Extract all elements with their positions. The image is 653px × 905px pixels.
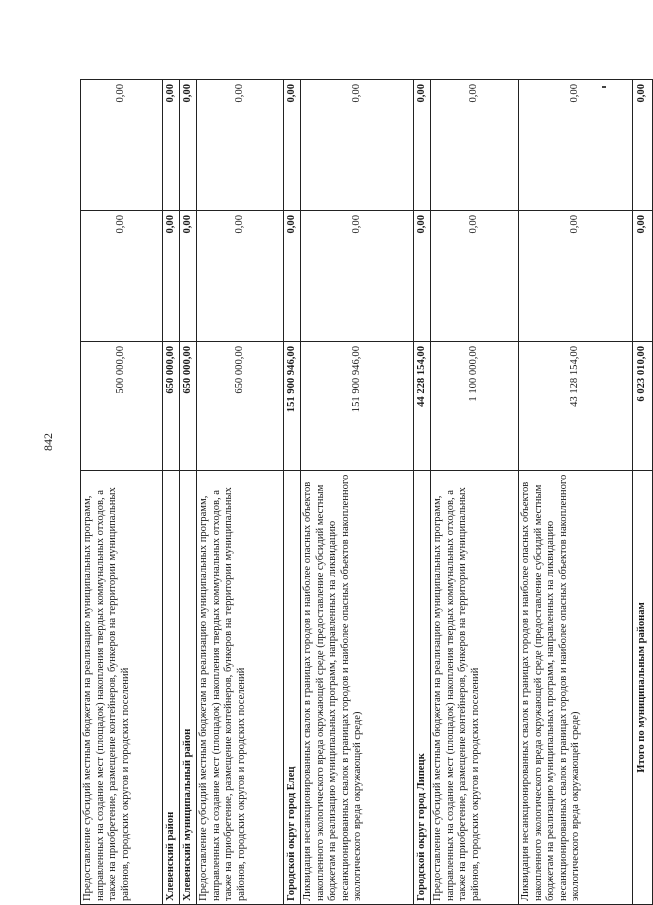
table-row (197, 80, 284, 905)
section-row (284, 80, 301, 905)
table-rotor (80, 80, 648, 905)
row-description: Предоставление субсидий местным бюджетам на реализацию муниципальных программ, направленных на создание мест (площадок) накопления твердых коммунальных отходов, а также на приобретение, размещение контейнеров, бункеров на территории муниципальных районов, городских округов и городских поселений (197, 471, 284, 905)
row-description: Хлевенский муниципальный район (180, 471, 197, 905)
row-value-3: 0,00 (431, 80, 519, 211)
row-value-3: 0,00 (163, 80, 180, 211)
row-value-1: 151 900 946,00 (301, 342, 414, 471)
row-value-2: 0,00 (519, 211, 633, 342)
row-value-1: 650 000,00 (163, 342, 180, 471)
row-value-3: 0,00 (414, 80, 431, 211)
row-description: Предоставление субсидий местным бюджетам на реализацию муниципальных программ, направленных на создание мест (площадок) накопления твердых коммунальных отходов, а также на приобретение, размещение контейнеров, бункеров на территории муниципальных районов, городских округов и городских поселений (431, 471, 519, 905)
row-value-2: 0,00 (81, 211, 163, 342)
section-row (163, 80, 180, 905)
row-description: Хлевенский район (163, 471, 180, 905)
row-value-2: 0,00 (197, 211, 284, 342)
row-description: Ликвидация несанкционированных свалок в границах городов и наиболее опасных объектов накопленного экологического вреда окружающей среде (предоставление субсидий местным бюджетам на реализацию муниципальных программ, направленных на ликвидацию несанкционированных свалок в границах городов и наиболее опасных объектов накопленного экологического вреда окружающей среде) (519, 471, 633, 905)
row-value-3: 0,00 (197, 80, 284, 211)
row-value-3: 0,00 (81, 80, 163, 211)
row-value-1: 43 128 154,00 (519, 342, 633, 471)
row-value-1: 44 228 154,00 (414, 342, 431, 471)
section-row (180, 80, 197, 905)
row-description: Ликвидация несанкционированных свалок в границах городов и наиболее опасных объектов накопленного экологического вреда окружающей среде (предоставление субсидий местным бюджетам на реализацию муниципальных программ, направленных на ликвидацию несанкционированных свалок в границах городов и наиболее опасных объектов накопленного экологического вреда окружающей среде) (301, 471, 414, 905)
row-description: Предоставление субсидий местным бюджетам на реализацию муниципальных программ, направленных на создание мест (площадок) накопления твердых коммунальных отходов, а также на приобретение, размещение контейнеров, бункеров на территории муниципальных районов, городских округов и городских поселений (81, 471, 163, 905)
row-value-1: 500 000,00 (81, 342, 163, 471)
row-value-3: 0,00 (301, 80, 414, 211)
rotated-table-container (80, 80, 648, 905)
table-row (81, 80, 163, 905)
row-value-1: 650 000,00 (197, 342, 284, 471)
row-value-1: 1 100 000,00 (431, 342, 519, 471)
row-value-3: 0,00 (284, 80, 301, 211)
row-description: Итого по муниципальным районам (633, 471, 653, 905)
table-row (519, 80, 633, 905)
row-description: Городской округ город Елец (284, 471, 301, 905)
row-value-3: 0,00 (519, 80, 633, 211)
page-number: 842 (41, 433, 55, 451)
row-value-1: 6 023 010,00 (633, 342, 653, 471)
row-value-1: 151 900 946,00 (284, 342, 301, 471)
row-value-2: 0,00 (163, 211, 180, 342)
row-value-1: 650 000,00 (180, 342, 197, 471)
table-row (301, 80, 414, 905)
budget-table (80, 79, 653, 905)
budget-table-body (81, 80, 653, 905)
table-row (431, 80, 519, 905)
row-value-2: 0,00 (633, 211, 653, 342)
row-value-2: 0,00 (431, 211, 519, 342)
row-value-2: 0,00 (284, 211, 301, 342)
row-value-2: 0,00 (301, 211, 414, 342)
row-value-3: 0,00 (633, 80, 653, 211)
total-row (633, 80, 653, 905)
section-row (414, 80, 431, 905)
row-description: Городской округ город Липецк (414, 471, 431, 905)
row-value-2: 0,00 (180, 211, 197, 342)
row-value-2: 0,00 (414, 211, 431, 342)
row-value-3: 0,00 (180, 80, 197, 211)
